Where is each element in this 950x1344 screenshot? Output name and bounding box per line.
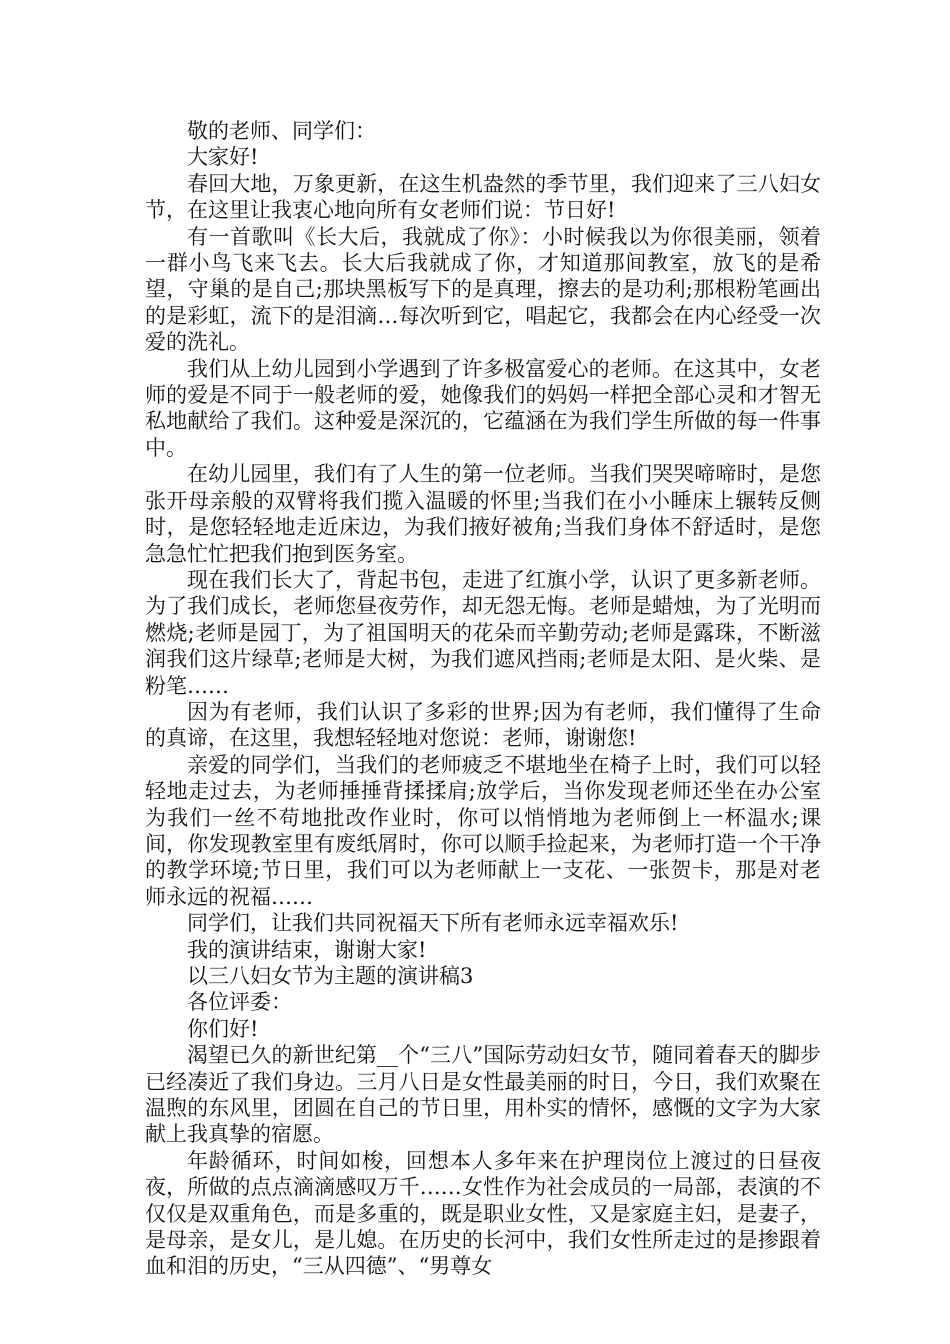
paragraph: 渴望已久的新世纪第__个“三八”国际劳动妇女节，随同着春天的脚步已经凑近了我们身边。三月八日是女性最美丽的时日，今日，我们欢聚在温煦的东风里，团圆在自己的节日里，用朴实的情怀，感慨的文字为大家献上我真挚的宿愿。: [145, 1043, 821, 1147]
paragraph: 因为有老师，我们认识了多彩的世界;因为有老师，我们懂得了生命的真谛，在这里，我想轻轻地对您说：老师，谢谢您!: [145, 699, 821, 751]
paragraph: 同学们，让我们共同祝福天下所有老师永远幸福欢乐!: [187, 911, 679, 936]
paragraph: 年龄循环，时间如梭，回想本人多年来在护理岗位上渡过的日昼夜夜，所做的点点滴滴感叹万千……女性作为社会成员的一局部，表演的不仅仅是双重角色，而是多重的，既是职业女性，又是家庭主妇，是妻子，是母亲，是女儿，是儿媳。在历史的长河中，我们女性所走过的是掺跟着血和泪的历史，“三从四德”、“男尊女: [145, 1148, 821, 1279]
closing-line: 我的演讲结束，谢谢大家!: [187, 937, 427, 962]
paragraph: 现在我们长大了，背起书包，走进了红旗小学，认识了更多新老师。为了我们成长，老师您昼夜劳作，却无怨无悔。老师是蜡烛，为了光明而燃烧;老师是园丁，为了祖国明天的花朵而辛勤劳动;老师是露珠，不断滋润我们这片绿草;老师是大树，为我们遮风挡雨;老师是太阳、是火柴、是粉笔……: [145, 567, 821, 698]
greeting-line: 敬的老师、同学们：: [187, 119, 376, 143]
paragraph: 我们从上幼儿园到小学遇到了许多极富爱心的老师。在这其中，女老师的爱是不同于一般老师的爱，她像我们的妈妈一样把全部心灵和才智无私地献给了我们。这种爱是深沉的，它蕴涵在为我们学生所做的每一件事中。: [145, 356, 821, 460]
paragraph: 亲爱的同学们，当我们的老师疲乏不堪地坐在椅子上时，我们可以轻轻地走过去，为老师捶捶背揉揉肩;放学后，当你发现老师还坐在办公室为我们一丝不苟地批改作业时，你可以悄悄地为老师倒上一杯温水;课间，你发现教室里有废纸屑时，你可以顺手捡起来，为老师打造一个干净的教学环境;节日里，我们可以为老师献上一支花、一张贺卡，那是对老师永远的祝福……: [145, 752, 821, 909]
section-heading: 以三八妇女节为主题的演讲稿3: [187, 964, 474, 988]
greeting-line: 各位评委：: [187, 990, 292, 1015]
paragraph: 有一首歌叫《长大后，我就成了你》：小时候我以为你很美丽，领着一群小鸟飞来飞去。长大后我就成了你，才知道那间教室，放飞的是希望，守巢的是自己;那块黑板写下的是真理，擦去的是功利;那根粉笔画出的是彩虹，流下的是泪滴…每次听到它，唱起它，我都会在内心经受一次爱的洗礼。: [145, 224, 821, 355]
paragraph: 春回大地，万象更新，在这生机盎然的季节里，我们迎来了三八妇女节，在这里让我衷心地向所有女老师们说：节日好!: [145, 171, 821, 223]
salutation-line: 大家好!: [187, 145, 259, 170]
salutation-line: 你们好!: [187, 1016, 259, 1041]
paragraph: 在幼儿园里，我们有了人生的第一位老师。当我们哭哭啼啼时，是您张开母亲般的双臂将我们揽入温暖的怀里;当我们在小小睡床上辗转反侧时，是您轻轻地走近床边，为我们掖好被角;当我们身体不舒适时，是您急急忙忙把我们抱到医务室。: [145, 462, 821, 566]
document-body: [145, 118, 821, 1280]
